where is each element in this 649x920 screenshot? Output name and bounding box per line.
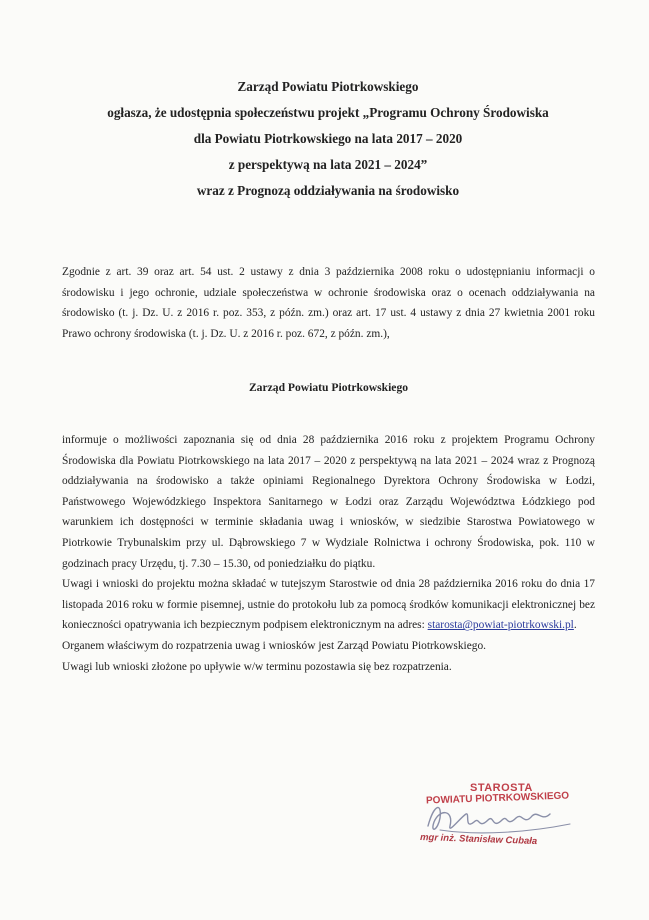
submission-end: . — [573, 619, 577, 632]
title-line-3: dla Powiatu Piotrkowskiego na lata 2017 – 2020 — [193, 131, 463, 146]
official-stamp — [420, 778, 600, 858]
stamp-signatory-name: mgr inż. Stanisław Cubała — [419, 831, 538, 848]
late-submission-paragraph: Uwagi lub wnioski złożone po upływie w/w terminu pozostawia się bez rozpatrzenia. — [62, 660, 452, 673]
submission-text: Uwagi i wnioski do projektu można składać w tutejszym Starostwie od dnia 28 października 2016 roku do dnia 17 listopada 2016 roku w formie pisemnej, ustnie do protokołu lub za pomocą środków komunikacji elektronicznej bez konieczności opatrywania ich bezpiecznym podpisem elektronicznym na adres: — [62, 578, 595, 632]
information-paragraph: informuje o możliwości zapoznania się od dnia 28 października 2016 roku z projektem Programu Ochrony Środowiska dla Powiatu Piotrkowskiego na lata 2017 – 2020 z perspektywą na lata 2021 – 2024 wraz z Prognozą oddziaływania na środowisko a także opiniami Regionalnego Dyrektora Ochrony Środowiska w Łodzi, Państwowego Wojewódzkiego Inspektora Sanitarnego w Łodzi oraz Zarządu Województwa Łódzkiego pod warunkiem ich dostępności w terminie składania uwag i wniosków, w siedzibie Starostwa Powiatowego w Piotrkowie Trybunalskim przy ul. Dąbrowskiego 7 w Wydziale Rolnictwa i ochrony Środowiska, pok. 110 w godzinach pracy Urzędu, tj. 7.30 – 15.30, od poniedziałku do piątku. — [62, 434, 595, 570]
submission-paragraph — [62, 574, 595, 636]
board-name-heading: Zarząd Powiatu Piotrkowskiego — [248, 381, 409, 394]
legal-basis-paragraph: Zgodnie z art. 39 oraz art. 54 ust. 2 ustawy z dnia 3 października 2008 roku o udostępnianiu informacji o środowisku i jego ochronie, udziale społeczeństwa w ochronie środowiska oraz o ocenach oddziaływania na środowisko (t. j. Dz. U. z 2016 r. poz. 353, z późn. zm.) oraz art. 17 ust. 4 ustawy z dnia 27 kwietnia 2001 roku Prawo ochrony środowiska (t. j. Dz. U. z 2016 r. poz. 672, z późn. zm.), — [62, 266, 595, 340]
title-line-4: z perspektywą na lata 2021 – 2024” — [228, 157, 428, 172]
competent-authority-paragraph: Organem właściwym do rozpatrzenia uwag i wniosków jest Zarząd Powiatu Piotrkowskiego. — [62, 639, 486, 652]
title-line-1: Zarząd Powiatu Piotrkowskiego — [237, 79, 419, 94]
title-line-5: wraz z Prognozą oddziaływania na środowisko — [196, 183, 460, 198]
announcement-title — [60, 74, 596, 204]
stamp-office: POWIATU PIOTRKOWSKIEGO — [425, 790, 570, 807]
announcement-body — [62, 430, 595, 677]
stamp-title: STAROSTA — [470, 782, 533, 794]
email-link[interactable]: starosta@powiat-piotrkowski.pl — [427, 619, 574, 632]
title-line-2: ogłasza, że udostępnia społeczeństwu projekt „Programu Ochrony Środowiska — [107, 105, 549, 120]
